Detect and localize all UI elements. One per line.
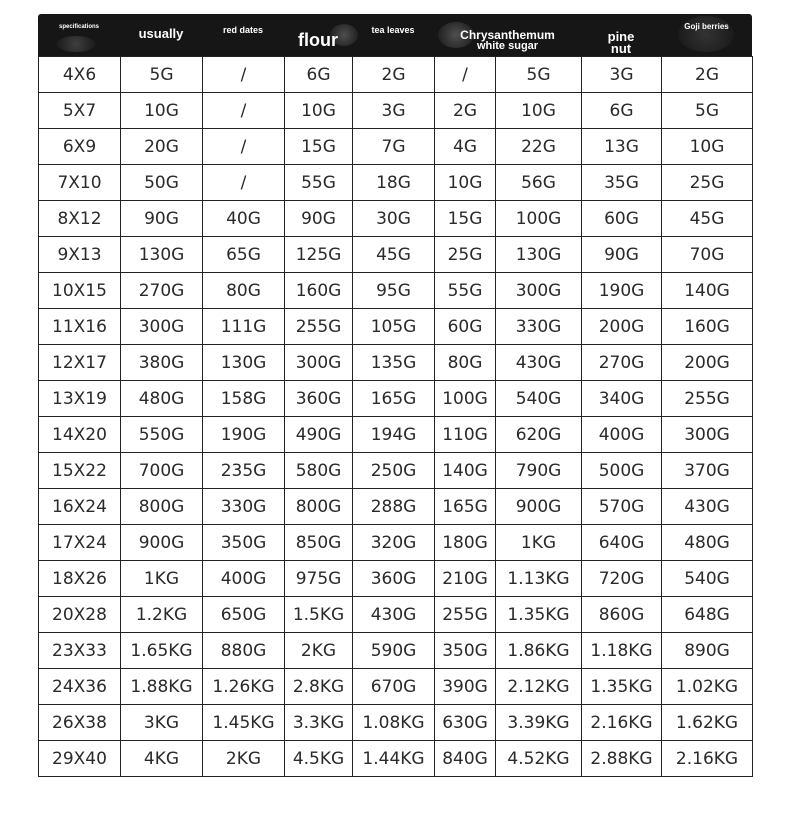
weight-cell: / xyxy=(435,57,496,93)
weight-cell: 70G xyxy=(662,237,753,273)
weight-cell: 670G xyxy=(353,669,435,705)
weight-cell: 480G xyxy=(662,525,753,561)
weight-cell: 35G xyxy=(582,165,662,201)
size-cell: 17X24 xyxy=(39,525,121,561)
weight-cell: 5G xyxy=(496,57,582,93)
weight-cell: 200G xyxy=(662,345,753,381)
weight-cell: 840G xyxy=(435,741,496,777)
weight-cell: / xyxy=(203,129,285,165)
weight-cell: 55G xyxy=(435,273,496,309)
weight-cell: 430G xyxy=(353,597,435,633)
weight-cell: 3.3KG xyxy=(285,705,353,741)
weight-cell: 400G xyxy=(582,417,662,453)
weight-cell: 10G xyxy=(121,93,203,129)
weight-cell: 300G xyxy=(496,273,582,309)
weight-cell: 300G xyxy=(121,309,203,345)
weight-cell: 890G xyxy=(662,633,753,669)
capacity-table xyxy=(38,56,753,777)
weight-cell: 1.13KG xyxy=(496,561,582,597)
weight-cell: 1.08KG xyxy=(353,705,435,741)
header-pine-nut: pine nut xyxy=(607,29,635,56)
weight-cell: 10G xyxy=(435,165,496,201)
weight-cell: 135G xyxy=(353,345,435,381)
weight-cell: 390G xyxy=(435,669,496,705)
weight-cell: 4KG xyxy=(121,741,203,777)
weight-cell: 1.35KG xyxy=(582,669,662,705)
table-row xyxy=(39,201,753,237)
weight-cell: 190G xyxy=(203,417,285,453)
size-cell: 8X12 xyxy=(39,201,121,237)
weight-cell: 100G xyxy=(496,201,582,237)
weight-cell: 165G xyxy=(435,489,496,525)
weight-cell: 15G xyxy=(285,129,353,165)
weight-cell: 45G xyxy=(353,237,435,273)
weight-cell: 90G xyxy=(121,201,203,237)
table-row xyxy=(39,381,753,417)
weight-cell: 430G xyxy=(496,345,582,381)
size-cell: 23X33 xyxy=(39,633,121,669)
size-cell: 12X17 xyxy=(39,345,121,381)
size-cell: 14X20 xyxy=(39,417,121,453)
capacity-table-container xyxy=(38,14,752,777)
weight-cell: 90G xyxy=(582,237,662,273)
weight-cell: 56G xyxy=(496,165,582,201)
weight-cell: 570G xyxy=(582,489,662,525)
size-cell: 26X38 xyxy=(39,705,121,741)
weight-cell: 18G xyxy=(353,165,435,201)
table-row xyxy=(39,597,753,633)
weight-cell: 1.62KG xyxy=(662,705,753,741)
weight-cell: 330G xyxy=(203,489,285,525)
weight-cell: 1.5KG xyxy=(285,597,353,633)
weight-cell: 270G xyxy=(121,273,203,309)
weight-cell: 6G xyxy=(582,93,662,129)
weight-cell: 340G xyxy=(582,381,662,417)
size-cell: 18X26 xyxy=(39,561,121,597)
weight-cell: 100G xyxy=(435,381,496,417)
weight-cell: 2G xyxy=(435,93,496,129)
weight-cell: 80G xyxy=(203,273,285,309)
weight-cell: / xyxy=(203,93,285,129)
weight-cell: 800G xyxy=(285,489,353,525)
weight-cell: 25G xyxy=(435,237,496,273)
table-row xyxy=(39,705,753,741)
weight-cell: 158G xyxy=(203,381,285,417)
size-cell: 10X15 xyxy=(39,273,121,309)
weight-cell: 55G xyxy=(285,165,353,201)
weight-cell: 288G xyxy=(353,489,435,525)
weight-cell: 270G xyxy=(582,345,662,381)
weight-cell: 1.02KG xyxy=(662,669,753,705)
weight-cell: 130G xyxy=(121,237,203,273)
weight-cell: 40G xyxy=(203,201,285,237)
weight-cell: / xyxy=(203,165,285,201)
weight-cell: 330G xyxy=(496,309,582,345)
weight-cell: 60G xyxy=(435,309,496,345)
size-cell: 20X28 xyxy=(39,597,121,633)
weight-cell: 975G xyxy=(285,561,353,597)
weight-cell: 300G xyxy=(662,417,753,453)
weight-cell: 2KG xyxy=(203,741,285,777)
weight-cell: 255G xyxy=(662,381,753,417)
weight-cell: 650G xyxy=(203,597,285,633)
header-chrysanthemum-white-sugar: Chrysanthemum white sugar xyxy=(460,28,555,52)
weight-cell: 60G xyxy=(582,201,662,237)
weight-cell: 1.45KG xyxy=(203,705,285,741)
weight-cell: 880G xyxy=(203,633,285,669)
weight-cell: 2.16KG xyxy=(662,741,753,777)
weight-cell: 2G xyxy=(353,57,435,93)
weight-cell: 1.65KG xyxy=(121,633,203,669)
weight-cell: 250G xyxy=(353,453,435,489)
weight-cell: 210G xyxy=(435,561,496,597)
size-cell: 9X13 xyxy=(39,237,121,273)
table-header-bar xyxy=(38,14,752,56)
header-goji-berries: Goji berries xyxy=(684,22,729,31)
weight-cell: 590G xyxy=(353,633,435,669)
header-tea-leaves: tea leaves xyxy=(371,25,415,35)
weight-cell: 65G xyxy=(203,237,285,273)
size-cell: 5X7 xyxy=(39,93,121,129)
weight-cell: 648G xyxy=(662,597,753,633)
weight-cell: 5G xyxy=(121,57,203,93)
table-row xyxy=(39,93,753,129)
weight-cell: 500G xyxy=(582,453,662,489)
table-row xyxy=(39,237,753,273)
weight-cell: 111G xyxy=(203,309,285,345)
weight-cell: 194G xyxy=(353,417,435,453)
weight-cell: 25G xyxy=(662,165,753,201)
weight-cell: 380G xyxy=(121,345,203,381)
weight-cell: 2.12KG xyxy=(496,669,582,705)
weight-cell: 4.5KG xyxy=(285,741,353,777)
table-row xyxy=(39,309,753,345)
table-row xyxy=(39,57,753,93)
weight-cell: 13G xyxy=(582,129,662,165)
size-cell: 11X16 xyxy=(39,309,121,345)
table-row xyxy=(39,273,753,309)
weight-cell: 360G xyxy=(285,381,353,417)
weight-cell: 140G xyxy=(662,273,753,309)
weight-cell: 300G xyxy=(285,345,353,381)
weight-cell: 350G xyxy=(435,633,496,669)
size-cell: 13X19 xyxy=(39,381,121,417)
size-cell: 16X24 xyxy=(39,489,121,525)
weight-cell: 190G xyxy=(582,273,662,309)
weight-cell: 1.26KG xyxy=(203,669,285,705)
weight-cell: 2.88KG xyxy=(582,741,662,777)
weight-cell: 4G xyxy=(435,129,496,165)
weight-cell: 105G xyxy=(353,309,435,345)
weight-cell: 160G xyxy=(285,273,353,309)
table-row xyxy=(39,345,753,381)
header-usually: usually xyxy=(138,26,184,41)
weight-cell: 620G xyxy=(496,417,582,453)
table-row xyxy=(39,129,753,165)
weight-cell: 800G xyxy=(121,489,203,525)
weight-cell: 6G xyxy=(285,57,353,93)
weight-cell: 700G xyxy=(121,453,203,489)
weight-cell: 90G xyxy=(285,201,353,237)
weight-cell: 130G xyxy=(496,237,582,273)
weight-cell: 200G xyxy=(582,309,662,345)
table-row xyxy=(39,453,753,489)
weight-cell: 255G xyxy=(435,597,496,633)
weight-cell: 140G xyxy=(435,453,496,489)
weight-cell: 550G xyxy=(121,417,203,453)
weight-cell: 80G xyxy=(435,345,496,381)
weight-cell: 370G xyxy=(662,453,753,489)
weight-cell: 165G xyxy=(353,381,435,417)
weight-cell: 130G xyxy=(203,345,285,381)
weight-cell: 2KG xyxy=(285,633,353,669)
weight-cell: 1.18KG xyxy=(582,633,662,669)
weight-cell: / xyxy=(203,57,285,93)
weight-cell: 540G xyxy=(496,381,582,417)
header-flour: flour xyxy=(298,30,338,50)
weight-cell: 320G xyxy=(353,525,435,561)
weight-cell: 900G xyxy=(496,489,582,525)
table-row xyxy=(39,489,753,525)
weight-cell: 5G xyxy=(662,93,753,129)
weight-cell: 45G xyxy=(662,201,753,237)
weight-cell: 10G xyxy=(285,93,353,129)
weight-cell: 95G xyxy=(353,273,435,309)
table-row xyxy=(39,669,753,705)
header-red-dates: red dates xyxy=(222,25,264,35)
weight-cell: 630G xyxy=(435,705,496,741)
weight-cell: 540G xyxy=(662,561,753,597)
weight-cell: 860G xyxy=(582,597,662,633)
weight-cell: 15G xyxy=(435,201,496,237)
weight-cell: 900G xyxy=(121,525,203,561)
weight-cell: 10G xyxy=(662,129,753,165)
header-specifications: specifications xyxy=(58,24,100,30)
weight-cell: 30G xyxy=(353,201,435,237)
weight-cell: 50G xyxy=(121,165,203,201)
table-row xyxy=(39,561,753,597)
weight-cell: 850G xyxy=(285,525,353,561)
weight-cell: 720G xyxy=(582,561,662,597)
weight-cell: 3G xyxy=(582,57,662,93)
size-cell: 6X9 xyxy=(39,129,121,165)
table-body xyxy=(39,57,753,777)
weight-cell: 350G xyxy=(203,525,285,561)
weight-cell: 490G xyxy=(285,417,353,453)
weight-cell: 20G xyxy=(121,129,203,165)
weight-cell: 7G xyxy=(353,129,435,165)
table-row xyxy=(39,417,753,453)
weight-cell: 2.16KG xyxy=(582,705,662,741)
weight-cell: 1KG xyxy=(121,561,203,597)
table-row xyxy=(39,165,753,201)
weight-cell: 1KG xyxy=(496,525,582,561)
size-cell: 4X6 xyxy=(39,57,121,93)
weight-cell: 360G xyxy=(353,561,435,597)
weight-cell: 1.35KG xyxy=(496,597,582,633)
weight-cell: 790G xyxy=(496,453,582,489)
size-cell: 24X36 xyxy=(39,669,121,705)
weight-cell: 255G xyxy=(285,309,353,345)
weight-cell: 640G xyxy=(582,525,662,561)
weight-cell: 580G xyxy=(285,453,353,489)
weight-cell: 180G xyxy=(435,525,496,561)
size-cell: 15X22 xyxy=(39,453,121,489)
weight-cell: 160G xyxy=(662,309,753,345)
table-row xyxy=(39,525,753,561)
weight-cell: 430G xyxy=(662,489,753,525)
weight-cell: 125G xyxy=(285,237,353,273)
table-row xyxy=(39,741,753,777)
weight-cell: 110G xyxy=(435,417,496,453)
weight-cell: 3.39KG xyxy=(496,705,582,741)
weight-cell: 2G xyxy=(662,57,753,93)
weight-cell: 3G xyxy=(353,93,435,129)
weight-cell: 1.2KG xyxy=(121,597,203,633)
weight-cell: 235G xyxy=(203,453,285,489)
table-row xyxy=(39,633,753,669)
weight-cell: 10G xyxy=(496,93,582,129)
weight-cell: 22G xyxy=(496,129,582,165)
weight-cell: 480G xyxy=(121,381,203,417)
size-cell: 7X10 xyxy=(39,165,121,201)
weight-cell: 2.8KG xyxy=(285,669,353,705)
weight-cell: 400G xyxy=(203,561,285,597)
size-cell: 29X40 xyxy=(39,741,121,777)
weight-cell: 1.88KG xyxy=(121,669,203,705)
weight-cell: 1.86KG xyxy=(496,633,582,669)
weight-cell: 3KG xyxy=(121,705,203,741)
weight-cell: 4.52KG xyxy=(496,741,582,777)
weight-cell: 1.44KG xyxy=(353,741,435,777)
